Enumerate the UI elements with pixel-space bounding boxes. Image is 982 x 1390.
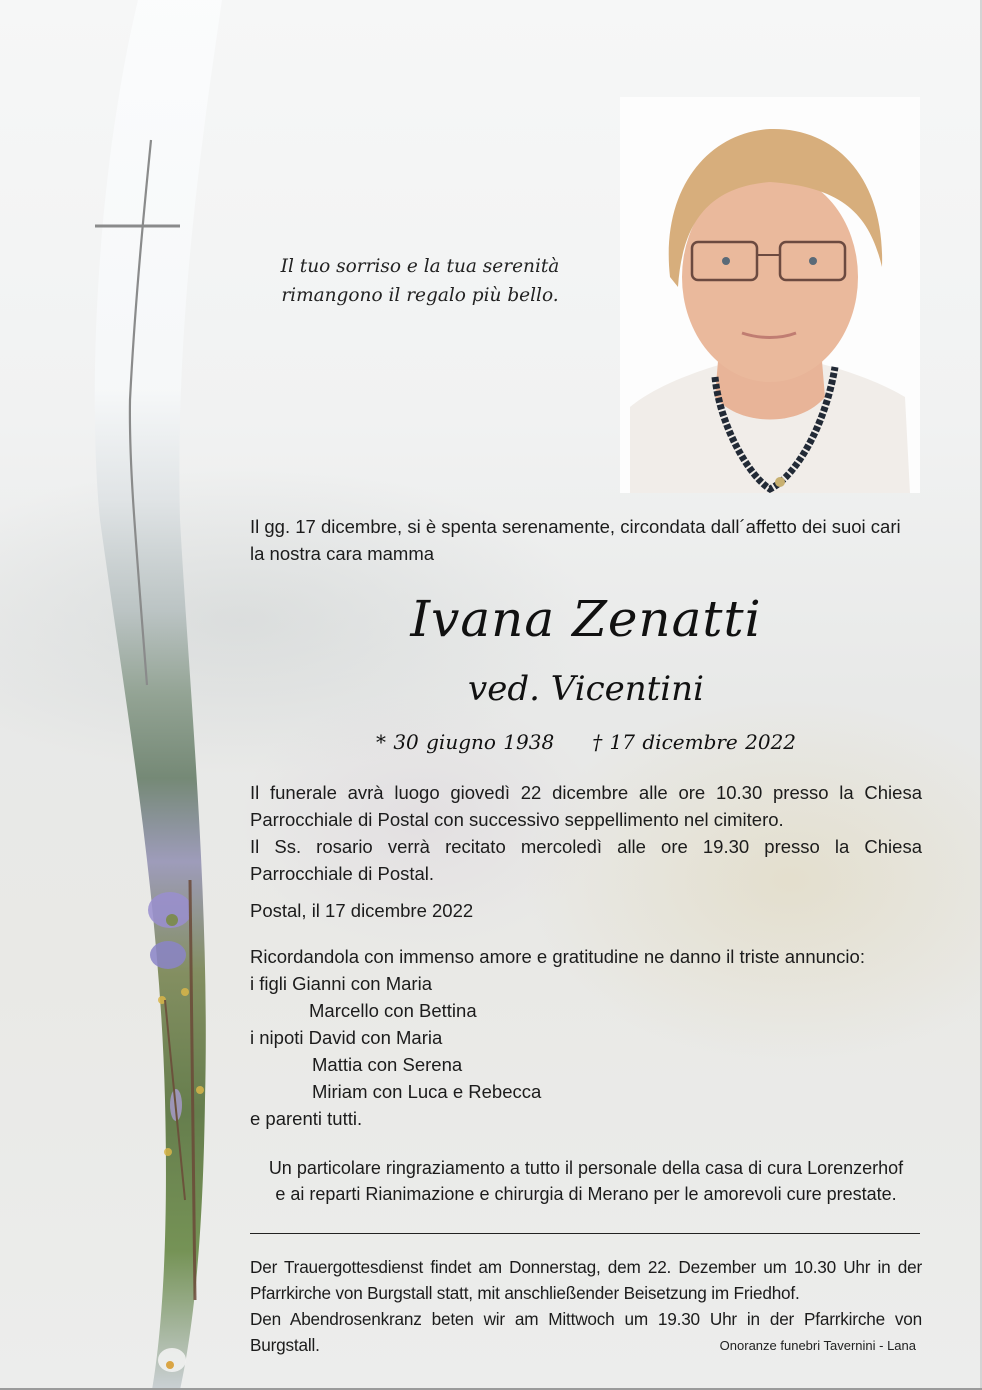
funeral-line-1: Il funerale avrà luogo giovedì 22 dicembre alle ore 10.30 presso la Chiesa	[250, 782, 922, 803]
german-line-1: Der Trauergottesdienst findet am Donnerstag, dem 22. Dezember um 10.30 Uhr in der	[250, 1257, 922, 1277]
curved-band	[95, 0, 222, 1390]
portrait-image	[620, 97, 920, 493]
rosary-line-1: Il Ss. rosario verrà recitato mercoledì alle ore 19.30 presso la Chiesa	[250, 836, 922, 857]
mourners-list	[250, 943, 922, 1132]
intro-line-1: Il gg. 17 dicembre, si è spenta serenamente, circondata dall´affetto dei suoi cari	[250, 516, 901, 537]
quote-line-1: Il tuo sorriso e la tua serenità	[280, 256, 560, 277]
thanks-note	[250, 1155, 922, 1207]
funeral-details	[250, 779, 922, 887]
funeral-home-credit: Onoranze funebri Tavernini - Lana	[719, 1338, 916, 1353]
deceased-name: Ivana Zenatti	[410, 590, 762, 648]
mourner-line: Mattia con Serena	[312, 1054, 463, 1075]
section-divider	[250, 1233, 920, 1234]
birth-date: * 30 giugno 1938	[375, 730, 555, 754]
mourner-line: i nipoti David con Maria	[250, 1027, 443, 1048]
mourner-line: Marcello con Bettina	[309, 1000, 477, 1021]
mourner-line: i figli Gianni con Maria	[250, 973, 432, 994]
rosary-line-2: Parrocchiale di Postal.	[250, 863, 435, 884]
intro-line-2: la nostra cara mamma	[250, 543, 435, 564]
mourner-line: Miriam con Luca e Rebecca	[312, 1081, 542, 1102]
memorial-quote	[250, 252, 590, 310]
german-line-3: Den Abendrosenkranz beten wir am Mittwoch um 19.30 Uhr in der Pfarrkirche von	[250, 1309, 922, 1329]
thanks-line-1: Un particolare ringraziamento a tutto il personale della casa di cura Lorenzerhof	[268, 1158, 904, 1178]
german-line-4: Burgstall.	[250, 1335, 320, 1355]
thanks-line-2: e ai reparti Rianimazione e chirurgia di Merano per le amorevoli cure prestate.	[275, 1184, 897, 1204]
death-announcement	[250, 513, 922, 567]
place-date: Postal, il 17 dicembre 2022	[250, 900, 474, 921]
death-date: † 17 dicembre 2022	[592, 730, 797, 754]
german-line-2: Pfarrkirche von Burgstall statt, mit anschließender Beisetzung im Friedhof.	[250, 1283, 800, 1303]
quote-line-2: rimangono il regalo più bello.	[281, 285, 559, 306]
portrait-photo	[620, 97, 920, 493]
mourner-line: e parenti tutti.	[250, 1108, 363, 1129]
funeral-line-2: Parrocchiale di Postal con successivo seppellimento nel cimitero.	[250, 809, 784, 830]
widow-of: ved. Vicentini	[468, 669, 704, 709]
mourners-intro: Ricordandola con immenso amore e gratitudine ne danno il triste annuncio:	[250, 946, 865, 967]
life-dates	[250, 727, 922, 757]
